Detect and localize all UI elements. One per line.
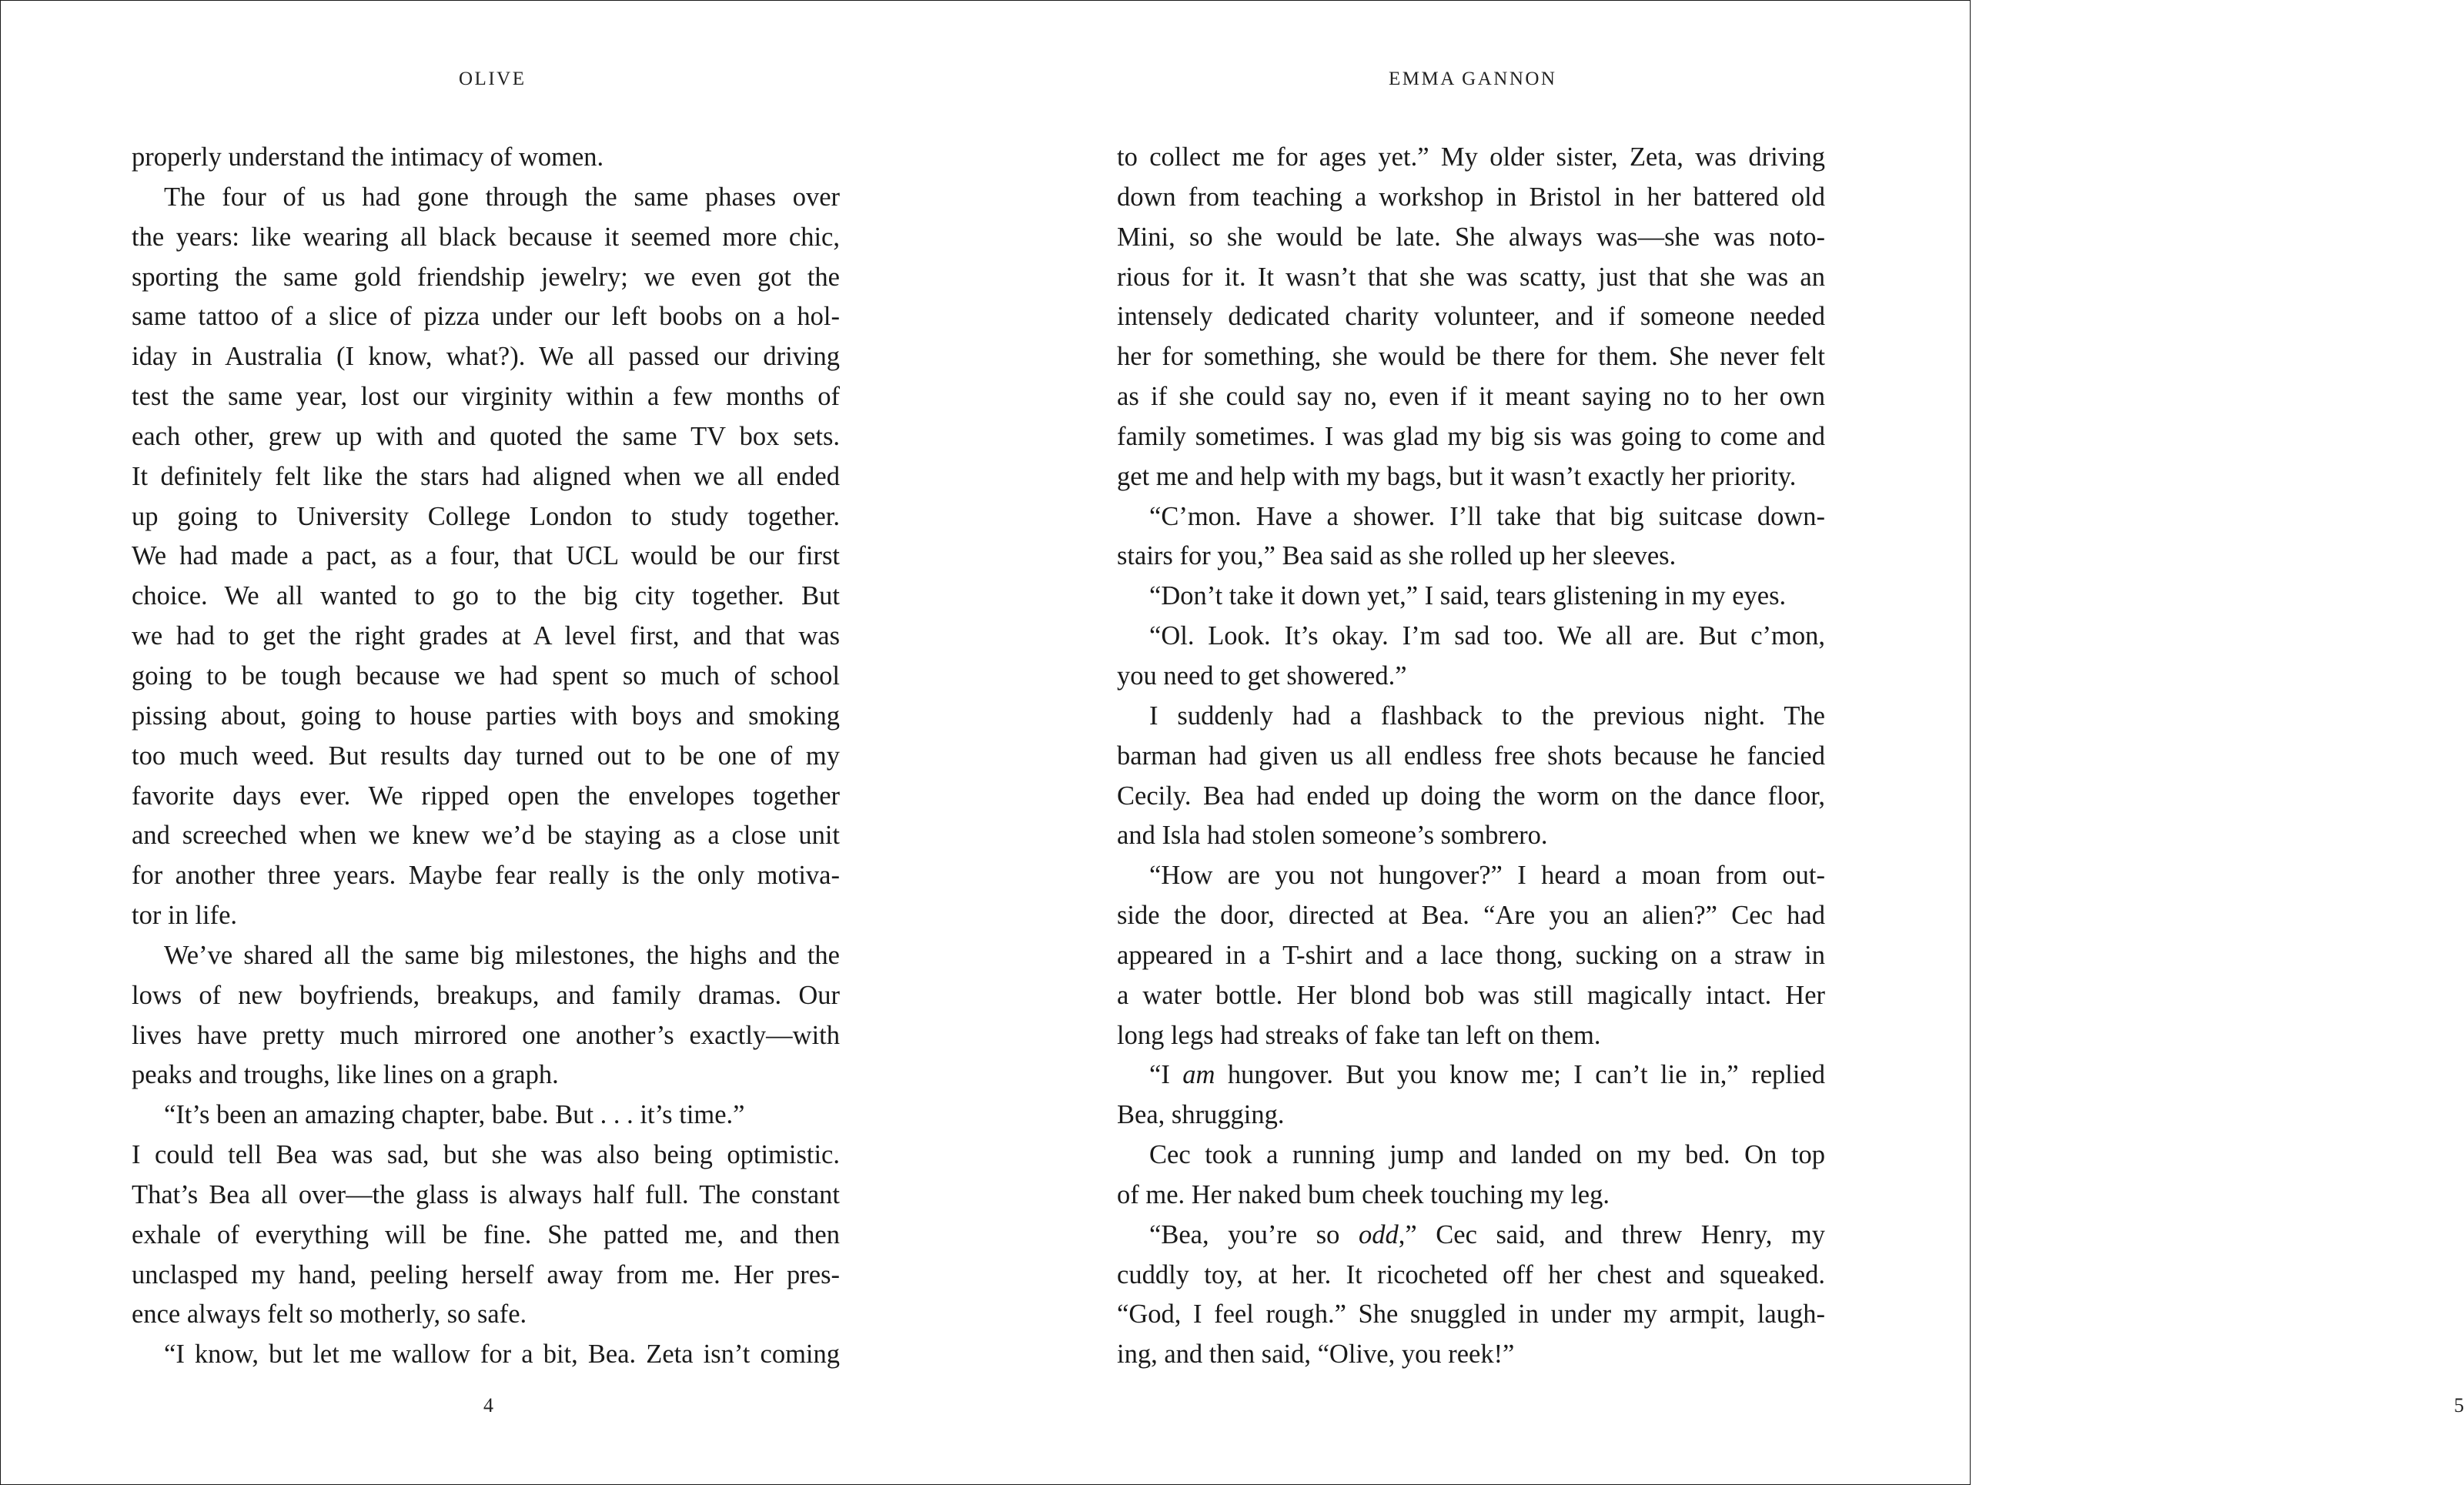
text-line: It definitely felt like the stars had aligned when we all ended [132,461,840,491]
text-line: ing, and then said, “Olive, you reek!” [1117,1340,1515,1370]
text-line: and Isla had stolen someone’s sombrero. [1117,821,1548,851]
text-line: for another three years. Maybe fear really is the only motiva- [132,861,840,891]
text-line: long legs had streaks of fake tan left on them. [1117,1020,1601,1050]
text-line: her for something, she would be there for them. She never felt [1117,342,1825,372]
text-line: down from teaching a workshop in Bristol in her battered old [1117,182,1825,212]
text-line: ence always felt so motherly, so safe. [132,1299,527,1329]
text-line: lives have pretty much mirrored one another’s exactly—with [132,1020,840,1050]
text-line: We’ve shared all the same big milestones, the highs and the [164,940,840,970]
left-page [1,1,985,1484]
emphasis: odd [1359,1219,1399,1249]
text-line: stairs for you,” Bea said as she rolled up her sleeves. [1117,541,1677,571]
text-line: sporting the same gold friendship jewelry; we even got the [132,262,840,292]
running-head: OLIVE [459,69,527,89]
text-line: to collect me for ages yet.” My older sister, Zeta, was driving [1117,142,1825,172]
body-text [132,138,840,1375]
text-line: unclasped my hand, peeling herself away from me. Her pres- [132,1259,840,1289]
text-line: “God, I feel rough.” She snuggled in under my armpit, laugh- [1117,1299,1825,1329]
text-line: the years: like wearing all black because it seemed more chic, [132,222,840,252]
text-line: We had made a pact, as a four, that UCL would be our first [132,541,840,571]
text-line: exhale of everything will be fine. She patted me, and then [132,1219,840,1249]
text-line: The four of us had gone through the same phases over [164,182,840,212]
text-line: “I know, but let me wallow for a bit, Bea. Zeta isn’t coming [164,1340,840,1370]
text-line: properly understand the intimacy of women. [132,142,604,172]
text-line: choice. We all wanted to go to the big city together. But [132,581,840,611]
text-line: I suddenly had a flashback to the previous night. The [1149,701,1825,731]
emphasis: am [1182,1060,1215,1090]
text-line: we had to get the right grades at A level first, and that was [132,621,840,651]
text-line: Cec took a running jump and landed on my bed. On top [1149,1140,1825,1170]
text-line: get me and help with my bags, but it wasn’t exactly her priority. [1117,461,1797,491]
text-line: and screeched when we knew we’d be staying as a close unit [132,821,840,851]
text-line: of me. Her naked bum cheek touching my leg. [1117,1179,1610,1209]
text-line: going to be tough because we had spent so much of school [132,661,840,691]
text-line: “I am hungover. But you know me; I can’t lie in,” replied [1149,1060,1825,1090]
text-line: barman had given us all endless free shots because he fancied [1117,741,1825,771]
text-line: “Don’t take it down yet,” I said, tears glistening in my eyes. [1149,581,1787,611]
text-line: iday in Australia (I know, what?). We all passed our driving [132,342,840,372]
text-line: you need to get showered.” [1117,661,1407,691]
right-page [985,1,2464,1484]
text-line: same tattoo of a slice of pizza under our left boobs on a hol- [132,302,840,332]
page-number: 4 [483,1394,493,1416]
text-line: test the same year, lost our virginity within a few months of [132,382,840,412]
text-line: “Bea, you’re so odd,” Cec said, and threw Henry, my [1149,1219,1825,1249]
text-line: favorite days ever. We ripped open the envelopes together [132,781,840,811]
text-line: “C’mon. Have a shower. I’ll take that big suitcase down- [1149,501,1825,531]
text-line: Mini, so she would be late. She always was—she was noto- [1117,222,1825,252]
text-line: cuddly toy, at her. It ricocheted off her chest and squeaked. [1117,1259,1825,1289]
text-line: each other, grew up with and quoted the same TV box sets. [132,421,840,451]
text-line: “Ol. Look. It’s okay. I’m sad too. We all are. But c’mon, [1149,621,1825,651]
text-line: Bea, shrugging. [1117,1100,1285,1130]
text-line: That’s Bea all over—the glass is always half full. The constant [132,1179,840,1209]
running-head: EMMA GANNON [1389,69,1557,89]
text-line: side the door, directed at Bea. “Are you an alien?” Cec had [1117,901,1825,931]
text-line: up going to University College London to study together. [132,501,840,531]
text-line: I could tell Bea was sad, but she was also being optimistic. [132,1140,840,1170]
text-line: a water bottle. Her blond bob was still magically intact. Her [1117,980,1825,1010]
text-line: intensely dedicated charity volunteer, and if someone needed [1117,302,1825,332]
text-line: tor in life. [132,901,238,931]
text-line: “How are you not hungover?” I heard a moan from out- [1149,861,1825,891]
body-text [1117,138,1825,1375]
text-line: family sometimes. I was glad my big sis was going to come and [1117,421,1825,451]
page-number: 5 [2454,1394,2464,1416]
text-line: too much weed. But results day turned out to be one of my [132,741,840,771]
text-line: “It’s been an amazing chapter, babe. But . . . it’s time.” [164,1100,745,1130]
text-line: pissing about, going to house parties with boys and smoking [132,701,840,731]
text-line: appeared in a T-shirt and a lace thong, sucking on a straw in [1117,940,1825,970]
text-line: as if she could say no, even if it meant saying no to her own [1117,382,1825,412]
text-line: lows of new boyfriends, breakups, and family dramas. Our [132,980,840,1010]
text-line: Cecily. Bea had ended up doing the worm on the dance floor, [1117,781,1825,811]
text-line: rious for it. It wasn’t that she was scatty, just that she was an [1117,262,1825,292]
text-line: peaks and troughs, like lines on a graph. [132,1060,559,1090]
